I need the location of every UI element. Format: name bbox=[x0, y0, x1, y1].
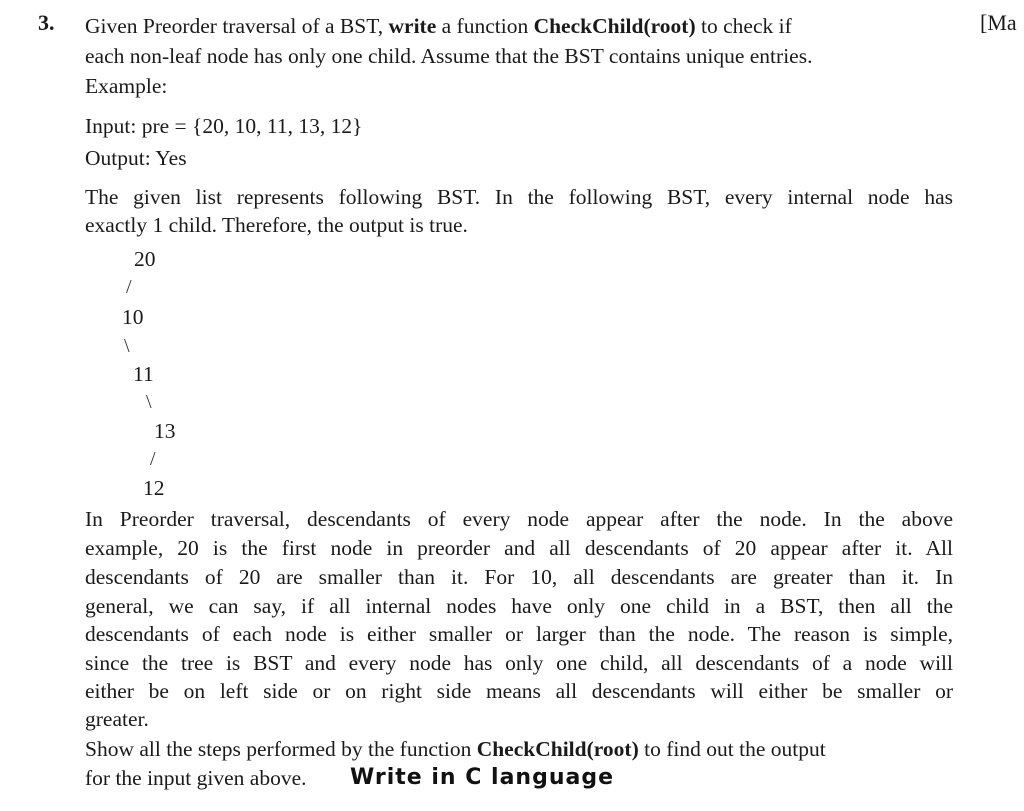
paragraph-1-line-2: exactly 1 child. Therefore, the output is true. bbox=[85, 213, 468, 237]
paragraph-2-line: In Preorder traversal, descendants of every node appear after the node. In the above bbox=[85, 507, 953, 531]
instruction-text: for the input given above. bbox=[85, 766, 307, 790]
language-note: Write in C language bbox=[350, 765, 615, 790]
paragraph-2-line: example, 20 is the first node in preorder and all descendants of 20 appear after it. All bbox=[85, 536, 953, 560]
paragraph-2-line: since the tree is BST and every node has only one child, all descendants of a node will bbox=[85, 651, 953, 675]
question-text: Given Preorder traversal of a BST, bbox=[85, 14, 389, 38]
tree-edge-left: / bbox=[126, 276, 132, 298]
emphasis-write: write bbox=[388, 14, 437, 38]
paragraph-2-line: descendants of 20 are smaller than it. For 10, all descendants are greater than it. In bbox=[85, 565, 953, 589]
instruction-text: to find out the output bbox=[638, 737, 826, 761]
function-name: CheckChild(root) bbox=[533, 14, 696, 38]
question-line-1 bbox=[85, 12, 792, 41]
tree-node-13: 13 bbox=[154, 419, 176, 443]
instruction-text: Show all the steps performed by the function bbox=[85, 737, 477, 761]
tree-node-12: 12 bbox=[143, 476, 165, 500]
function-name: CheckChild(root) bbox=[476, 737, 639, 761]
example-label: Example: bbox=[85, 74, 168, 98]
question-text: to check if bbox=[695, 14, 792, 38]
paragraph-2-line: descendants of each node is either smaller or larger than the node. The reason is simple, bbox=[85, 622, 953, 646]
tree-node-20: 20 bbox=[134, 247, 156, 271]
final-instruction-line-1 bbox=[85, 735, 826, 764]
question-line-2: each non-leaf node has only one child. Assume that the BST contains unique entries. bbox=[85, 44, 813, 68]
input-line: Input: pre = {20, 10, 11, 13, 12} bbox=[85, 114, 363, 138]
tree-edge-right: \ bbox=[146, 391, 152, 413]
question-number: 3. bbox=[38, 10, 55, 35]
tree-edge-left: / bbox=[150, 448, 156, 470]
tree-edge-right: \ bbox=[124, 335, 130, 357]
tree-node-11: 11 bbox=[133, 362, 154, 386]
final-instruction-line-2 bbox=[85, 764, 307, 793]
question-text: a function bbox=[436, 14, 534, 38]
paragraph-2-line: either be on left side or on right side means all descendants will either be smaller or bbox=[85, 679, 953, 703]
paragraph-2-line: general, we can say, if all internal nodes have only one child in a BST, then all the bbox=[85, 594, 953, 618]
paragraph-2-line: greater. bbox=[85, 707, 149, 731]
marks-label: [Ma bbox=[980, 10, 1017, 35]
output-line: Output: Yes bbox=[85, 146, 187, 170]
tree-node-10: 10 bbox=[122, 305, 144, 329]
paragraph-1-line-1: The given list represents following BST. In the following BST, every internal node has bbox=[85, 185, 953, 209]
